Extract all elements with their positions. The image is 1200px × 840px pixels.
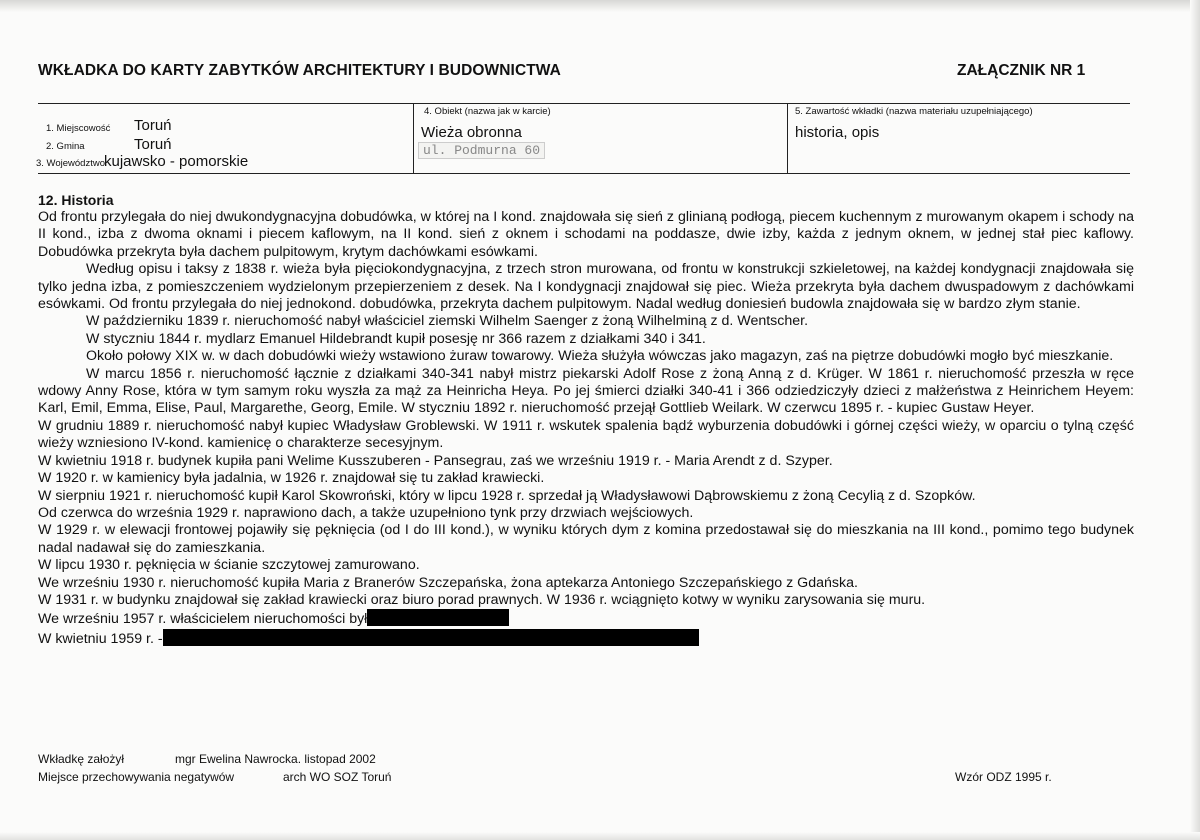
redaction-bar (367, 609, 509, 626)
paragraph: W grudniu 1889 r. nieruchomość nabył kupiec Władysław Groblewski. W 1911 r. wskutek spalenia bądź wyburzenia dobudówki i górnej części wieży, w oparciu o tylną część wieży wzniesiono IV-kond. kamienicę o charakterze secesyjnym. (38, 417, 1134, 452)
storage-label: Miejsce przechowywania negatywów (38, 770, 235, 784)
paragraph: W 1929 r. w elewacji frontowej pojawiły się pęknięcia (od I do III kond.), w wyniku których dym z komina przedostawał się do mieszkania na III kond., pomimo tego budynek nadal nadawał się do zamieszkania. (38, 522, 1134, 556)
table-bottom-rule (38, 173, 1130, 174)
paragraph-redacted-1959 (38, 629, 1134, 648)
table-top-rule (38, 103, 1130, 104)
town-value: Toruń (134, 117, 172, 134)
paragraph-redacted-owner (38, 609, 1134, 628)
paragraph: W 1920 r. w kamienicy była jadalnia, w 1926 r. znajdował się tu zakład krawiecki. (38, 470, 545, 487)
paragraph: Według opisu i taksy z 1838 r. wieża była pięciokondygnacyjna, z trzech stron murowana, od frontu w konstrukcji szkieletowej, na każdej kondygnacji znajdowała się tylko jedna izba, z pomieszczeniem wydzielonym przepierzeniem z desek. Na I kondygnacji znajdował się piec. Wieża przekryta była dachem dwuspadowym z dachówkami esówkami. Od frontu przylegała do niej jednokond. dobudówka, przekryta dachem pulpitowym. Nadal według doniesień budowla znajdowała się w bardzo złym stanie. (38, 261, 1134, 313)
author-label: Wkładkę założył (38, 752, 125, 766)
paragraph: W sierpniu 1921 r. nieruchomość kupił Karol Skowroński, który w lipcu 1928 r. sprzedał ją Władysławowi Dąbrowskiemu z żoną Cecylią z d. Szopków. (38, 487, 976, 504)
object-label: 4. Obiekt (nazwa jak w karcie) (424, 106, 551, 117)
paragraph: Od frontu przylegała do niej dwukondygnacyjna dobudówka, w której na I kond. znajdowała się sień z glinianą podłogą, piecem kuchennym z murowanym okapem i schody na II kond., izba z dwoma oknami i piecem kaflowym, na II kond. sień z oknem i schodami na poddasze, dwie izby, każda z jednym oknem, w jednej stał piec kaflowy. Dobudówka przekryta była dachem pulpitowym, krytym dachówkami esówkami. (38, 209, 1134, 260)
paragraph: W kwietniu 1918 r. budynek kupiła pani Welime Kusszuberen - Pansegrau, zaś we wrześniu 1919 r. - Maria Arendt z d. Szyper. (38, 452, 833, 469)
paragraph: Około połowy XIX w. w dach dobudówki wieży wstawiono żuraw towarowy. Wieża służyła wówczas jako magazyn, zaś na piętrze dobudówki mogło być mieszkanie. (86, 348, 1114, 365)
address-stamp: ul. Podmurna 60 (418, 142, 545, 159)
table-divider-1 (413, 103, 414, 174)
author-value: mgr Ewelina Nawrocka. listopad 2002 (175, 752, 376, 766)
paragraph: W styczniu 1844 r. mydlarz Emanuel Hildebrandt kupił posesję nr 366 razem z działkami 340 i 341. (86, 330, 706, 347)
commune-value: Toruń (134, 136, 172, 153)
redaction-bar (163, 629, 699, 646)
storage-value: arch WO SOZ Toruń (283, 770, 392, 784)
commune-label: 2. Gmina (46, 141, 85, 152)
town-label: 1. Miejscowość (46, 123, 111, 134)
paragraph-text: W kwietniu 1959 r. - (38, 630, 163, 647)
paragraph: We wrześniu 1930 r. nieruchomość kupiła Maria z Branerów Szczepańska, żona aptekarza Antoniego Szczepańskiego z Gdańska. (38, 574, 858, 591)
paragraph: W 1931 r. w budynku znajdował się zakład krawiecki oraz biuro porad prawnych. W 1936 r. wciągnięto kotwy w wyniku zarysowania się muru. (38, 591, 926, 608)
annex-number: ZAŁĄCZNIK NR 1 (957, 62, 1086, 79)
scan-edge-bottom (0, 832, 1200, 840)
table-divider-2 (787, 103, 788, 174)
scan-edge-right (1190, 0, 1200, 840)
contents-value: historia, opis (795, 124, 880, 141)
scan-edge-top (0, 0, 1200, 12)
object-name: Wieża obronna (421, 124, 522, 141)
paragraph: W październiku 1839 r. nieruchomość nabył właściciel ziemski Wilhelm Saenger z żoną Wilhelminą z d. Wentscher. (86, 313, 809, 330)
form-title: WKŁADKA DO KARTY ZABYTKÓW ARCHITEKTURY I BUDOWNICTWA (38, 62, 561, 79)
paragraph: Od czerwca do września 1929 r. naprawiono dach, a także uzupełniono tynk przy drzwiach wejściowych. (38, 504, 694, 521)
voivodeship-label: 3. Województwo (36, 158, 105, 169)
contents-label: 5. Zawartość wkładki (nazwa materiału uzupełniającego) (795, 106, 1033, 117)
voivodeship-value: kujawsko - pomorskie (104, 153, 249, 170)
history-text (38, 209, 1134, 648)
template-version: Wzór ODZ 1995 r. (955, 770, 1052, 784)
paragraph-text: We wrześniu 1957 r. właścicielem nieruchomości był (38, 611, 368, 628)
paragraph: W lipcu 1930 r. pęknięcia w ścianie szczytowej zamurowano. (38, 557, 420, 574)
section-title: 12. Historia (38, 192, 114, 208)
paragraph: W marcu 1856 r. nieruchomość łącznie z działkami 340-341 nabył mistrz piekarski Adolf Rose z żoną Anną z d. Krüger. W 1861 r. nieruchomość przeszła w ręce wdowy Anny Rose, która w tym samym roku wyszła za mąż za Heinricha Heya. Po jej śmierci działki 340-41 i 366 odziedziczyły dzieci z małżeństwa z Heinrichem Heyem: Karl, Emil, Emma, Elise, Paul, Margarethe, Georg, Emile. W styczniu 1892 r. nieruchomość przejął Gottlieb Weilark. W czerwcu 1895 r. - kupiec Gustaw Heyer. (38, 365, 1134, 417)
